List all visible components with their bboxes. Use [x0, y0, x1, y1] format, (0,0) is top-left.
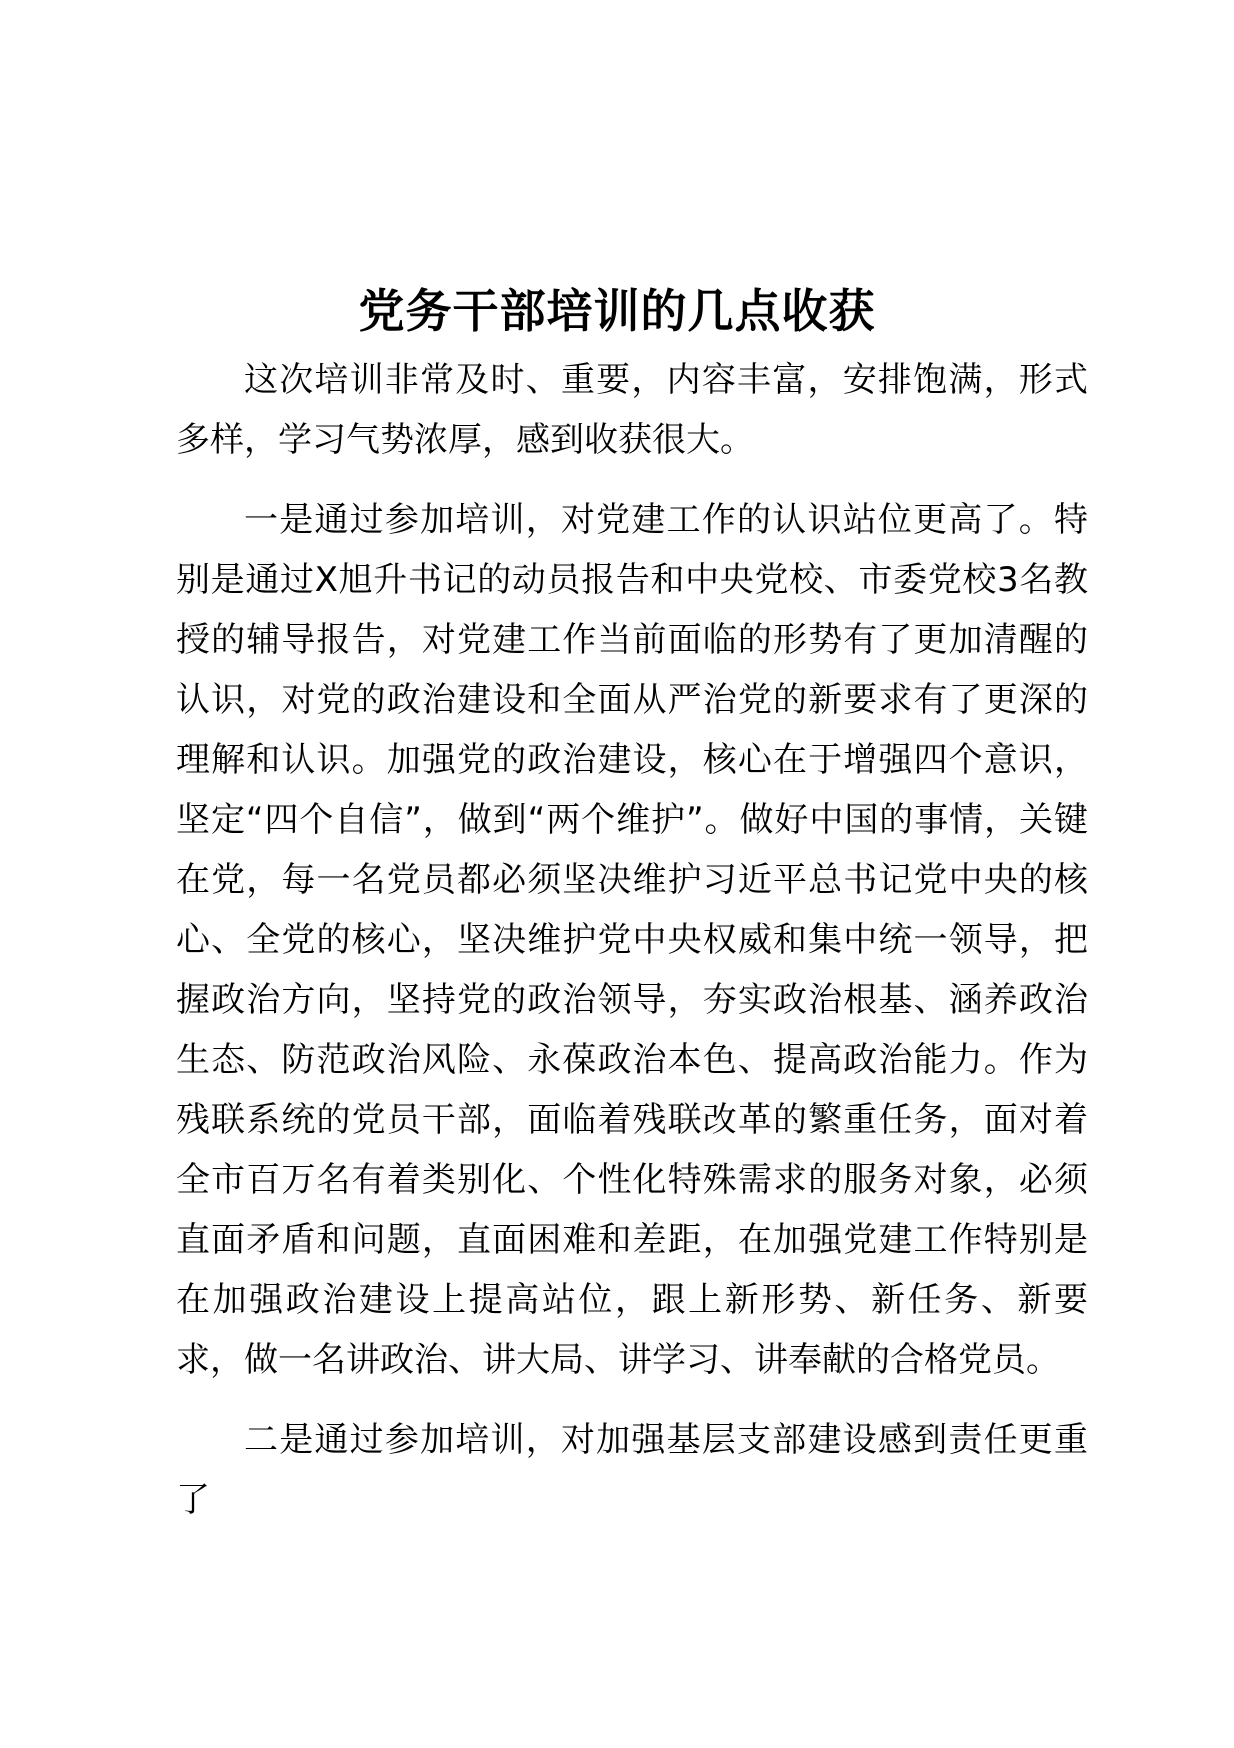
document-title: 党务干部培训的几点收获 [358, 283, 876, 338]
paragraph-point-two: 二是通过参加培训，对加强基层支部建设感到责任更重了 [176, 1420, 1088, 1520]
document-body [176, 350, 1088, 1530]
paragraph-intro: 这次培训非常及时、重要，内容丰富，安排饱满，形式多样，学习气势浓厚，感到收获很大。 [176, 360, 1088, 460]
paragraph-point-one: 一是通过参加培训，对党建工作的认识站位更高了。特别是通过X旭升书记的动员报告和中央党校、市委党校3名教授的辅导报告，对党建工作当前面临的形势有了更加清醒的认识，对党的政治建设和全面从严治党的新要求有了更深的理解和认识。加强党的政治建设，核心在于增强四个意识，坚定“四个自信”，做到“两个维护”。做好中国的事情，关键在党，每一名党员都必须坚决维护习近平总书记党中央的核心、全党的核心，坚决维护党中央权威和集中统一领导，把握政治方向，坚持党的政治领导，夯实政治根基、涵养政治生态、防范政治风险、永葆政治本色、提高政治能力。作为残联系统的党员干部，面临着残联改革的繁重任务，面对着全市百万名有着类别化、个性化特殊需求的服务对象，必须直面矛盾和问题，直面困难和差距，在加强党建工作特别是在加强政治建设上提高站位，跟上新形势、新任务、新要求，做一名讲政治、讲大局、讲学习、讲奉献的合格党员。 [176, 500, 1088, 1380]
